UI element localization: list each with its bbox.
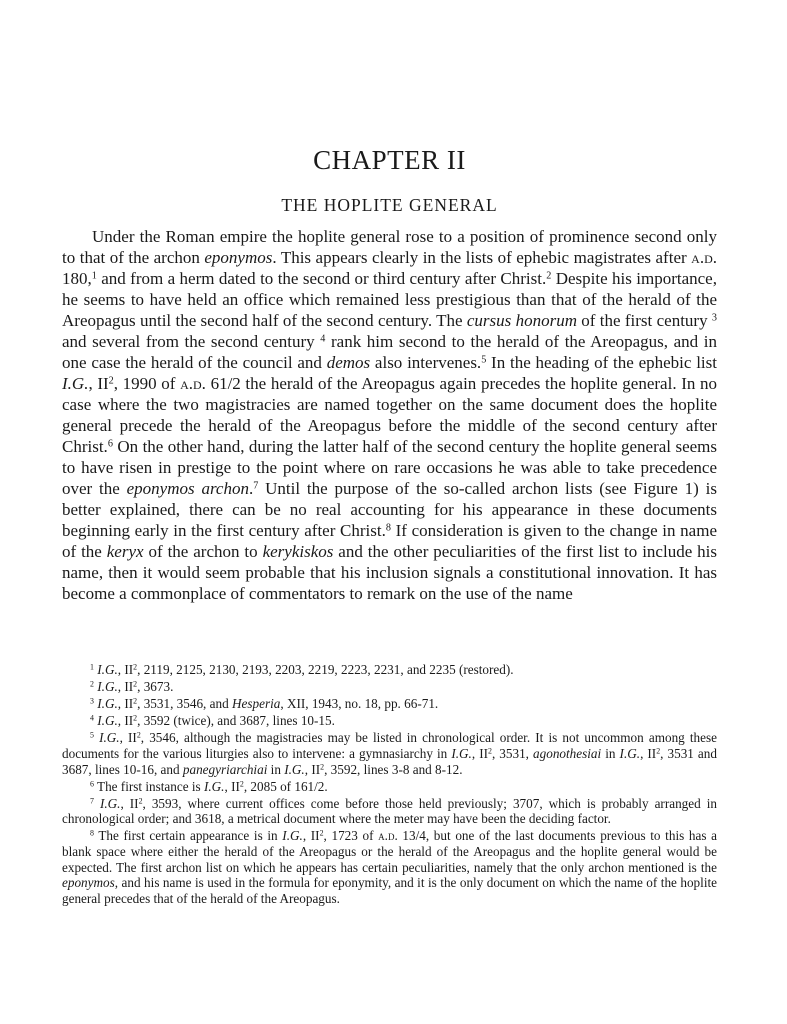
italic-text: I.G. bbox=[99, 795, 121, 811]
superscript: 3 bbox=[90, 696, 94, 706]
italic-text: eponymos archon bbox=[126, 479, 249, 498]
text-run: , XII, 1943, no. 18, pp. 66-71. bbox=[280, 696, 439, 712]
small-caps-text: a.d. bbox=[691, 248, 717, 267]
text-run: also intervenes. bbox=[370, 353, 482, 372]
italic-text: eponymos bbox=[204, 248, 273, 267]
superscript: 6 bbox=[90, 779, 94, 789]
superscript: 5 bbox=[90, 731, 94, 741]
superscript: 2 bbox=[108, 375, 114, 387]
footnotes bbox=[62, 662, 717, 908]
small-caps-text: a.d. bbox=[378, 828, 398, 844]
text-run: The first certain appearance is in bbox=[93, 828, 283, 844]
italic-text: I.G. bbox=[203, 778, 225, 794]
superscript: 2 bbox=[133, 662, 138, 672]
text-run: , II bbox=[120, 795, 139, 811]
text-run: . bbox=[248, 479, 254, 498]
text-run: in bbox=[601, 745, 620, 761]
footnote bbox=[62, 662, 717, 678]
text-run: Until the purpose of the so-called archon lists (see Figure 1) is better explained, there can be no real accounting for his appearance in these documents beginning early in the first century after Christ. bbox=[62, 479, 717, 540]
footnote bbox=[62, 796, 717, 827]
text-run: , II bbox=[640, 745, 657, 761]
superscript: 1 bbox=[91, 270, 97, 282]
superscript: 8 bbox=[90, 829, 94, 839]
text-run: of the first century bbox=[576, 311, 712, 330]
italic-text: panegyriarchiai bbox=[182, 761, 268, 777]
text-run: , II bbox=[119, 730, 137, 746]
italic-text: I.G. bbox=[619, 745, 641, 761]
footnote bbox=[62, 779, 717, 795]
text-run: and from a herm dated to the second or third century after Christ. bbox=[96, 269, 547, 288]
text-run: , 2119, 2125, 2130, 2193, 2203, 2219, 2223, 2231, and 2235 (restored). bbox=[137, 662, 514, 677]
superscript: 1 bbox=[90, 662, 94, 672]
text-run: , 3531, 3546, and bbox=[137, 696, 232, 712]
text-run: of the archon to bbox=[143, 542, 263, 561]
body-text bbox=[62, 226, 717, 604]
superscript: 7 bbox=[90, 796, 94, 806]
text-run: , 3592, lines 3-8 and 8-12. bbox=[324, 761, 463, 777]
italic-text: I.G. bbox=[451, 745, 472, 761]
italic-text: demos bbox=[326, 353, 371, 372]
text-run: rank him second to the herald of the Areopagus, and in one case the herald of the council and bbox=[62, 332, 717, 372]
italic-text: I.G. bbox=[97, 679, 118, 695]
text-run: , 2085 of 161/2. bbox=[243, 778, 328, 794]
footnote bbox=[62, 696, 717, 712]
text-run: , II bbox=[88, 374, 109, 393]
superscript: 2 bbox=[90, 679, 94, 689]
text-run: 180, bbox=[62, 269, 92, 288]
text-run: , II bbox=[304, 761, 321, 777]
text-run: , II bbox=[117, 713, 134, 729]
text-run: , II bbox=[471, 745, 488, 761]
footnote bbox=[62, 828, 717, 906]
superscript: 2 bbox=[656, 746, 661, 756]
text-run: , 3593, where current offices come before those held previously; 3707, which is probably arranged in chronological order; and 3618, a metrical document where the meter may have been the deciding factor. bbox=[62, 795, 717, 827]
text-run: , 3531, bbox=[491, 745, 534, 761]
footnote bbox=[62, 713, 717, 729]
superscript: 2 bbox=[320, 762, 325, 772]
italic-text: Hesperia bbox=[231, 696, 281, 712]
text-run: Under the Roman empire the hoplite general rose to a position of prominence second only to that of the archon bbox=[62, 227, 717, 267]
superscript: 6 bbox=[107, 438, 113, 450]
text-run: , II bbox=[302, 828, 320, 844]
text-run: , 3673. bbox=[137, 679, 174, 695]
body-paragraph bbox=[62, 226, 717, 604]
italic-text: kerykiskos bbox=[262, 542, 334, 561]
text-run: 61/2 the herald of the Areopagus again precedes the hoplite general. In no case where the two magistracies are named together on the same document does the hoplite general precede the herald of the Areopagus before the middle of the second century after Christ. bbox=[62, 374, 717, 456]
italic-text: agonothesiai bbox=[533, 745, 602, 761]
text-run: 13/4, but one of the last documents previous to this has a blank space where either the herald of the Areopagus or the herald of the Areopagus and the hoplite general would be expected. The first archon list on which he appears has certain peculiarities, namely that the only archon mentioned is the bbox=[62, 828, 717, 875]
superscript: 2 bbox=[239, 779, 244, 789]
superscript: 2 bbox=[546, 270, 552, 282]
italic-text: I.G. bbox=[97, 662, 118, 677]
text-run: If consideration is given to the change in name of the bbox=[62, 521, 717, 561]
superscript: 2 bbox=[133, 696, 138, 706]
text-run: . This appears clearly in the lists of ephebic magistrates after bbox=[272, 248, 692, 267]
italic-text: I.G. bbox=[99, 730, 120, 746]
italic-text: I.G. bbox=[97, 713, 118, 729]
superscript: 2 bbox=[133, 679, 138, 689]
text-run: , 3592 (twice), and 3687, lines 10-15. bbox=[137, 713, 335, 729]
text-run: and the other peculiarities of the first list to include his name, then it would seem probable that his inclusion signals a constitutional innovation. It has become a commonplace of commentators to remark on the use of the name bbox=[62, 542, 717, 603]
text-run: , II bbox=[117, 696, 134, 712]
superscript: 2 bbox=[488, 746, 492, 756]
superscript: 4 bbox=[90, 713, 94, 723]
superscript: 8 bbox=[385, 522, 391, 534]
superscript: 2 bbox=[138, 796, 143, 806]
superscript: 2 bbox=[133, 713, 138, 723]
text-run: , 1990 of bbox=[113, 374, 181, 393]
small-caps-text: a.d. bbox=[180, 374, 206, 393]
italic-text: keryx bbox=[106, 542, 144, 561]
footnote bbox=[62, 730, 717, 777]
text-run: , 1723 of bbox=[323, 828, 379, 844]
superscript: 7 bbox=[253, 480, 259, 492]
italic-text: I.G. bbox=[97, 696, 118, 712]
superscript: 3 bbox=[711, 312, 717, 324]
italic-text: cursus honorum bbox=[466, 311, 577, 330]
text-run: , 3546, although the magistracies may be listed in chronological order. It is not uncommon among these documents for the various liturgies also to intervene: a gymnasiarchy in bbox=[62, 730, 717, 761]
text-run: On the other hand, during the latter half of the second century the hoplite general seems to have risen in prestige to the point where on rare occasions he was able to take precedence over the bbox=[62, 437, 717, 498]
text-run: , and his name is used in the formula for eponymity, and it is the only document on which the name of the hoplite general precedes that of the herald of the Areopagus. bbox=[62, 875, 717, 906]
superscript: 4 bbox=[320, 333, 326, 345]
italic-text: I.G. bbox=[62, 374, 89, 393]
text-run: , II bbox=[224, 778, 240, 794]
text-run: The first instance is bbox=[93, 778, 204, 794]
chapter-title: CHAPTER II bbox=[313, 145, 466, 175]
footnote bbox=[62, 679, 717, 695]
text-run: In the heading of the ephebic list bbox=[486, 353, 717, 372]
text-run: , 3531 and 3687, lines 10-16, and bbox=[62, 745, 717, 777]
superscript: 5 bbox=[481, 354, 487, 366]
text-run: and several from the second century bbox=[62, 332, 321, 351]
italic-text: eponymos bbox=[62, 875, 115, 891]
text-run: , II bbox=[117, 662, 134, 677]
italic-text: I.G. bbox=[284, 761, 305, 777]
superscript: 2 bbox=[136, 731, 141, 741]
superscript: 2 bbox=[319, 829, 324, 839]
italic-text: I.G. bbox=[282, 828, 303, 844]
text-run: Despite his importance, he seems to have held an office which remained less prestigious than that of the herald of the Areopagus until the second half of the second century. The bbox=[62, 269, 717, 330]
text-run: in bbox=[267, 761, 285, 777]
section-title: THE HOPLITE GENERAL bbox=[281, 195, 498, 215]
text-run: , II bbox=[117, 679, 134, 695]
